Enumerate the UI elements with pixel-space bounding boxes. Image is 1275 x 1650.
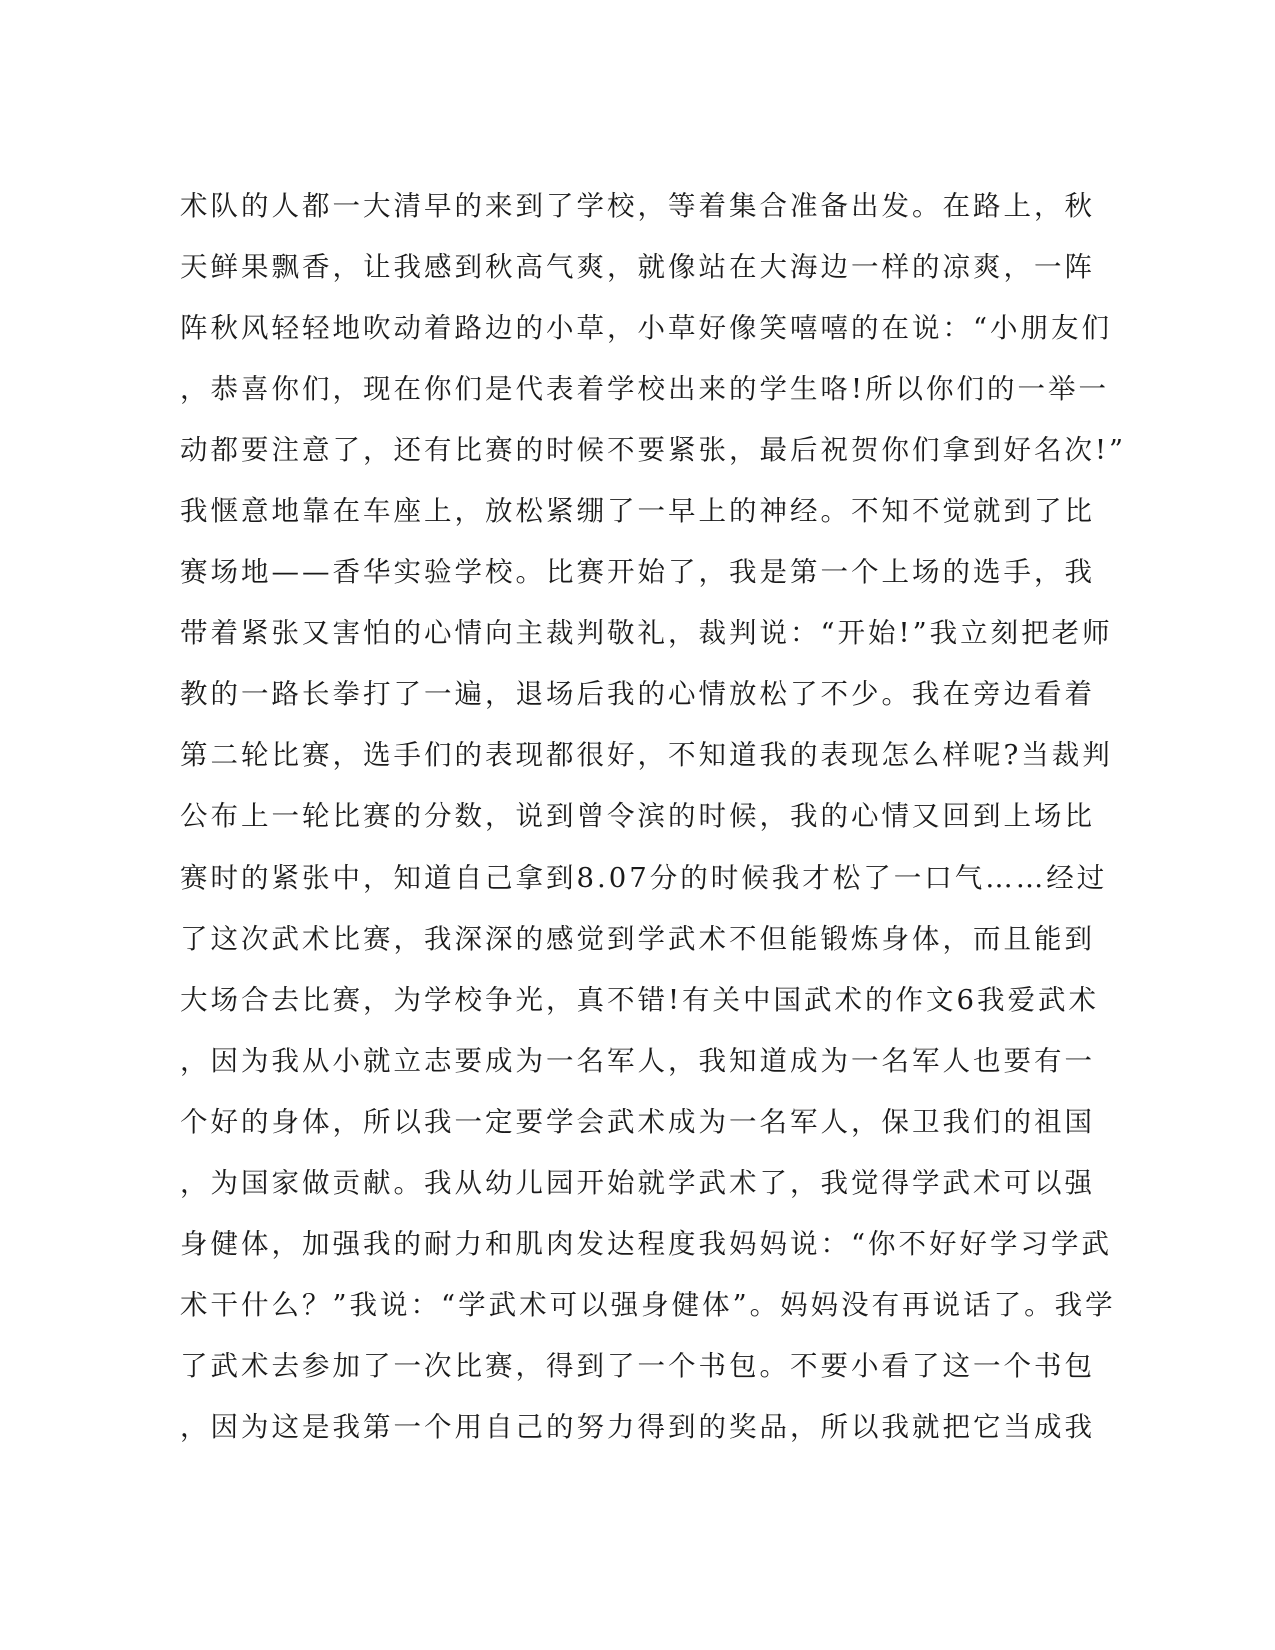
text-line: 了这次武术比赛，我深深的感觉到学武术不但能锻炼身体，而且能到 [180, 922, 1095, 955]
text-line: 我惬意地靠在车座上，放松紧绷了一早上的神经。不知不觉就到了比 [180, 495, 1095, 528]
text-line: 个好的身体，所以我一定要学会武术成为一名军人，保卫我们的祖国 [180, 1105, 1095, 1138]
text-line: ，为国家做贡献。我从幼儿园开始就学武术了，我觉得学武术可以强 [180, 1166, 1095, 1199]
essay-body-text [180, 176, 1127, 1458]
text-line: 教的一路长拳打了一遍，退场后我的心情放松了不少。我在旁边看着 [180, 678, 1095, 711]
text-line: 了武术去参加了一次比赛，得到了一个书包。不要小看了这一个书包 [180, 1349, 1095, 1382]
text-line: ，恭喜你们，现在你们是代表着学校出来的学生咯!所以你们的一举一 [180, 373, 1110, 406]
text-line: 动都要注意了，还有比赛的时候不要紧张，最后祝贺你们拿到好名次!” [180, 434, 1127, 467]
text-line: 赛场地——香华实验学校。比赛开始了，我是第一个上场的选手，我 [180, 556, 1095, 589]
text-line: 公布上一轮比赛的分数，说到曾令滨的时候，我的心情又回到上场比 [180, 800, 1095, 833]
text-line: 大场合去比赛，为学校争光，真不错!有关中国武术的作文6我爱武术 [180, 983, 1100, 1016]
text-line: ，因为我从小就立志要成为一名军人，我知道成为一名军人也要有一 [180, 1044, 1095, 1077]
text-line: 阵秋风轻轻地吹动着路边的小草，小草好像笑嘻嘻的在说：“小朋友们 [180, 312, 1113, 345]
text-line: 术队的人都一大清早的来到了学校，等着集合准备出发。在路上，秋 [180, 190, 1095, 222]
text-line: 带着紧张又害怕的心情向主裁判敬礼，裁判说：“开始!”我立刻把老师 [180, 617, 1113, 650]
text-line: 第二轮比赛，选手们的表现都很好，不知道我的表现怎么样呢?当裁判 [180, 739, 1113, 772]
text-line: 术干什么？”我说：“学武术可以强身健体”。妈妈没有再说话了。我学 [180, 1288, 1116, 1321]
text-line: 赛时的紧张中，知道自己拿到8.07分的时候我才松了一口气……经过 [180, 861, 1108, 894]
text-line: ，因为这是我第一个用自己的努力得到的奖品，所以我就把它当成我 [180, 1410, 1095, 1443]
text-line: 天鲜果飘香，让我感到秋高气爽，就像站在大海边一样的凉爽，一阵 [180, 251, 1095, 284]
text-line: 身健体，加强我的耐力和肌肉发达程度我妈妈说：“你不好好学习学武 [180, 1227, 1113, 1260]
